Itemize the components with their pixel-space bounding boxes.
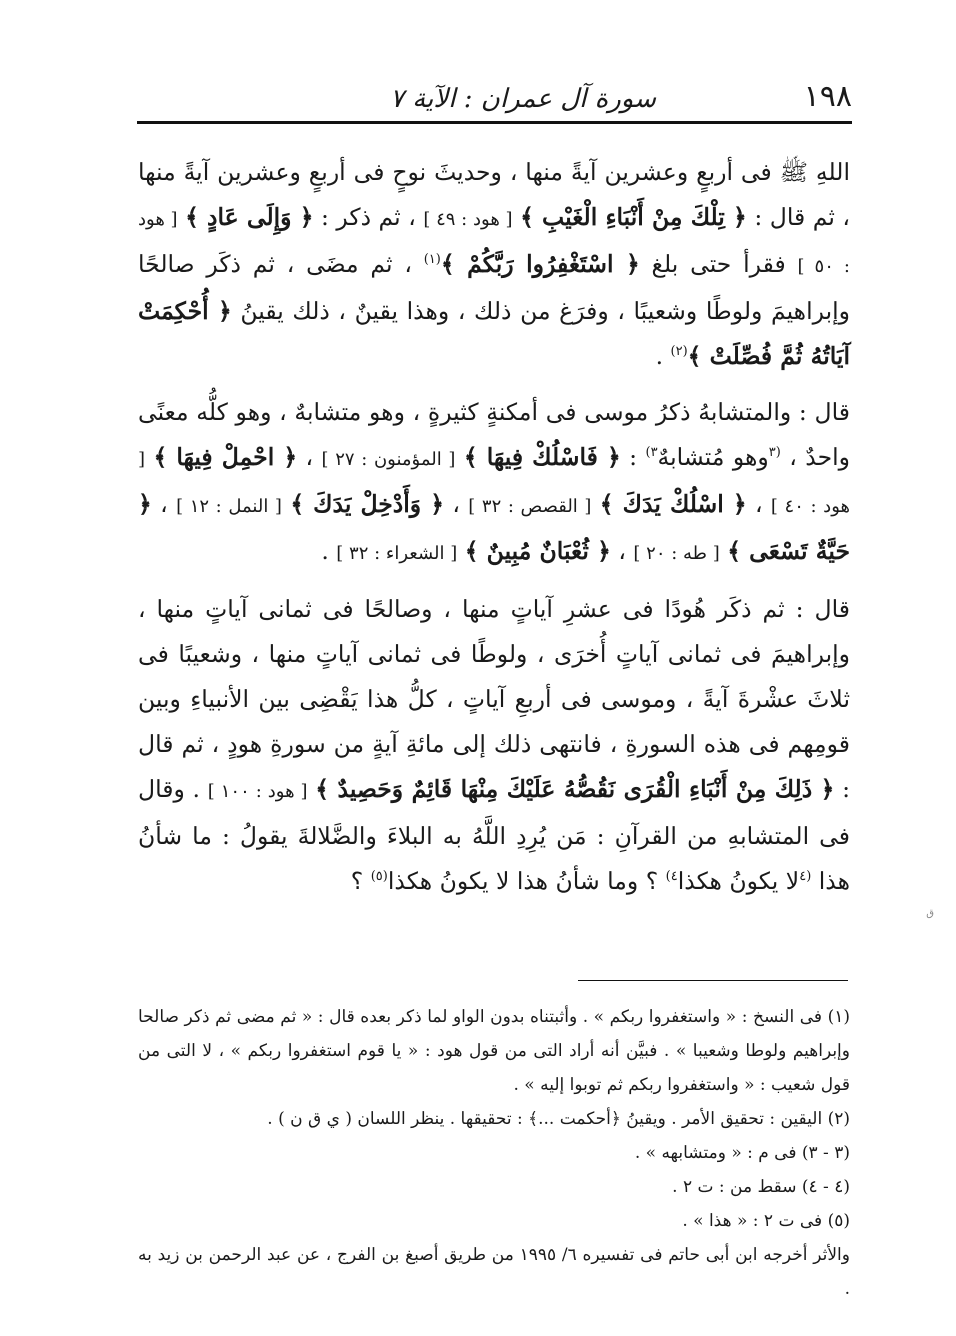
quran-verse: ﴿ أُحْكِمَتْ آيَاتُهُ ثُمَّ فُصِّلَتْ ﴾: [138, 297, 850, 370]
verse-reference: [ هود : ٤٩ ]: [423, 209, 513, 230]
verse-reference: [ القصص : ٣٢ ]: [468, 496, 592, 517]
footnote-marker: ٤): [665, 869, 678, 885]
footnote-5: (٥) فى ت ٢ : « هذا » .: [682, 1211, 850, 1231]
text: لا يكونُ هكذا: [677, 867, 800, 895]
quran-verse: ﴿ حَيَّةٌ تَسْعَى ﴾: [138, 490, 850, 565]
footnote-marker: (٣: [768, 445, 781, 461]
footnote-4: (٤ - ٤) سقط من : ت ٢ .: [672, 1177, 850, 1197]
page-header: [140, 70, 852, 114]
footnote-marker: ٣): [645, 445, 658, 461]
text: قال : والمتشابهُ ذكرُ موسى فى أمكنةٍ كثيرةٍ ، وهو متشابهٌ ، وهو كلُّه معنًى واحدٌ ،: [138, 398, 850, 471]
text: فقرأ حتى بلغ: [639, 250, 798, 278]
text: ،: [297, 443, 322, 471]
footnote-1-text: (١) فى النسخ : « واستغفروا ربكم » . وأثبتناه بدون الواو لما ذكر بعده قال : « ثم مضى ثم ذكر صالحا وإبراهيم ولوطا وشعيبا » . فبيَّن أنه أراد التى من قول هود : « يا قوم استغفروا ربكم » ، لا التى من قول شعيب :: [138, 1007, 850, 1095]
footnote-marker: (٥): [370, 869, 388, 885]
main-text: [138, 150, 850, 904]
quran-verse: ﴿ فَاسْلُكْ فِيهَا ﴾: [463, 443, 621, 471]
footnote-marker: (٤: [799, 869, 812, 885]
text: ،: [443, 490, 469, 518]
text: . وقال فى المتشابهِ من القرآنِ : مَن يُرِدِ اللَّهُ به البلاءَ والضَّلالةَ يقولُ : ما شأنُ هذا: [138, 775, 850, 895]
footnote-marker: (٢): [670, 344, 688, 360]
footnote-3: (٣ - ٣) فى م : « ومتشابهه » .: [634, 1143, 850, 1163]
text: ،: [610, 537, 634, 565]
text: :: [620, 443, 646, 471]
text: ، ثم مضَى ، ثم ذكَر صالحًا وإبراهيمَ ولوطًا وشعيبًا ، وفرَغ من ذلك ، وهذا يقينٌ ، ذلك يقينُ: [138, 250, 850, 325]
verse-reference: [ هود : ٤٠ ]: [138, 449, 850, 517]
paragraph-2: [138, 390, 850, 576]
paragraph-3: [138, 587, 850, 904]
text: اللهِ ﷺ فى أربعٍ وعشرين آيةً منها ، وحديثَ نوحٍ فى أربعٍ وعشرين آيةً منها ، ثم قال :: [138, 158, 850, 231]
text: .: [655, 342, 671, 370]
verse-reference: [ هود : ٥٠ ]: [138, 209, 850, 277]
quran-verse: ﴿ احْمِلْ فِيهَا ﴾: [153, 443, 298, 471]
verse-reference: [ هود : ١٠٠ ]: [207, 781, 308, 802]
page-number: ١٩٨: [803, 79, 852, 114]
quran-verse: ﴿ وَإِلَى عَادٍ ﴾: [185, 203, 314, 231]
text: ،: [746, 490, 771, 518]
source-note: والأثر أخرجه ابن أبى حاتم فى تفسيره ٦/ ١٩٩٥ من طريق أصبغ بن الفرج ، عن عبد الرحمن بن زيد به .: [138, 1245, 850, 1299]
text: .: [321, 537, 337, 565]
text: ، ثم ذكر :: [313, 203, 424, 231]
footnote-marker: (١): [423, 252, 441, 268]
verse-reference: [ طه : ٢٠ ]: [633, 543, 720, 564]
text: قال : ثم ذكَر هُودًا فى عشرِ آياتٍ منها ، وصالحًا فى ثمانى آياتٍ منها ، وإبراهيمَ فى ثمانى آياتٍ أُخرَى ، ولوطًا فى ثمانى آياتٍ منها ، وشعيبًا فى ثلاثَ عشْرةَ آيةً ، وموسى فى أربعِ آياتٍ ، كلُّ هذا يَقْضِى بين الأنبياءِ وبين قومِهم فى هذه السورةِ ، فانتهى ذلك إلى مائةِ آيةٍ من سورةِ هودٍ ، ثم قال :: [138, 595, 850, 803]
footnotes: [138, 1000, 850, 1306]
footnote-1: [138, 1000, 850, 1102]
text: ؟ وما شأنُ هذا لا يكونُ هكذا: [387, 867, 666, 895]
verse-reference: [ الشعراء : ٣٢ ]: [336, 543, 458, 564]
footnote-rule: [578, 980, 848, 981]
verse-reference: [ المؤمنون : ٢٧ ]: [321, 449, 456, 470]
running-title: سورة آل عمران : الآية ٧: [390, 84, 656, 114]
footnote-2: (٢) اليقين : تحقيق الأمر . ويقينُ ﴿أحكمت ...﴾ : تحقيقها . ينظر اللسان ( ي ق ن ) .: [267, 1109, 850, 1129]
quran-verse: ﴿ ذَلِكَ مِنْ أَنْبَاءِ الْقُرَى نَقُصُّهُ عَلَيْكَ مِنْهَا قَائِمٌ وَحَصِيدٌ ﴾: [315, 775, 835, 803]
margin-mark: ق: [926, 908, 934, 919]
footnote-1-quote: « واستغفروا ربكم ثم توبوا إليه » .: [513, 1075, 755, 1095]
text: وهو مُتشابهٌ: [657, 443, 769, 471]
verse-reference: [ النمل : ١٢ ]: [176, 496, 282, 517]
paragraph-1: [138, 150, 850, 379]
quran-verse: ﴿ تِلْكَ مِنْ أَنْبَاءِ الْغَيْبِ ﴾: [520, 203, 747, 231]
quran-verse: ﴿ اسْلُكْ يَدَكَ ﴾: [599, 490, 747, 518]
header-rule: [137, 121, 852, 124]
text: ؟: [350, 867, 371, 895]
quran-verse: ﴿ اسْتَغْفِرُوا رَبَّكُمْ ﴾: [440, 250, 640, 278]
quran-verse: ﴿ وَأَدْخِلْ يَدَكَ ﴾: [290, 490, 444, 518]
quran-verse: ﴿ ثُعْبَانٌ مُبِينٌ ﴾: [464, 537, 611, 565]
text: ،: [151, 490, 177, 518]
